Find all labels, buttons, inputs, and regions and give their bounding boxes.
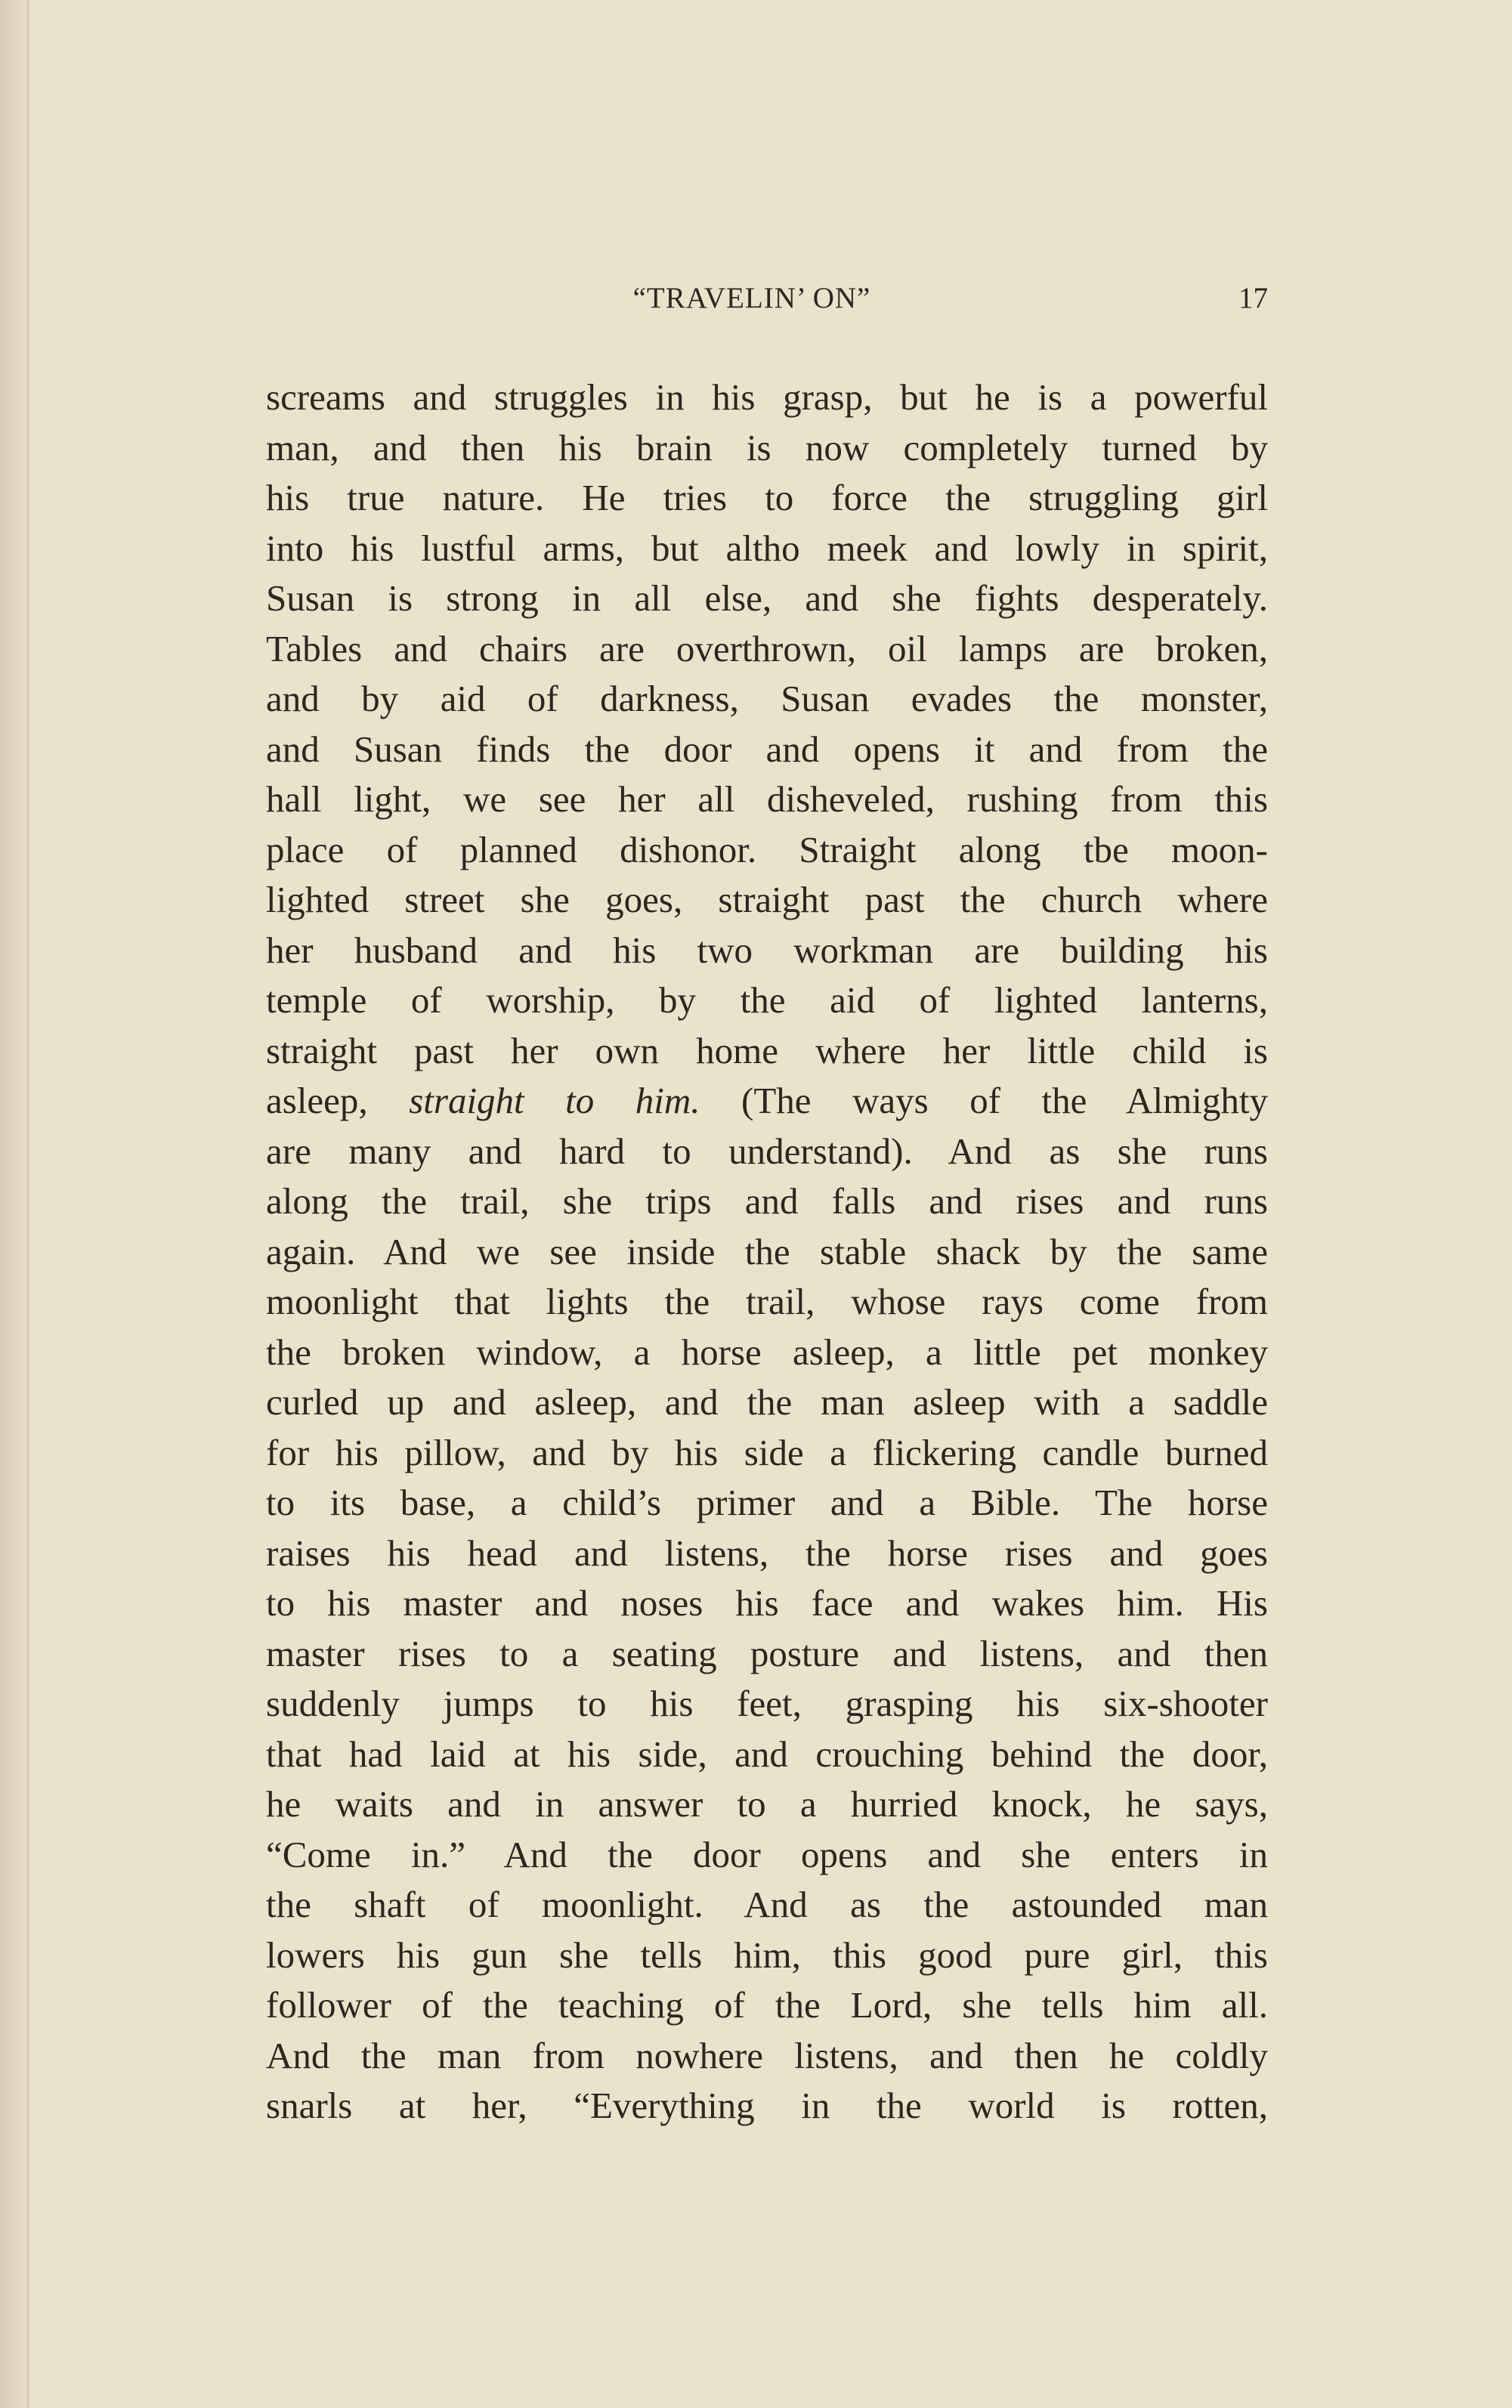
text-line [266, 1078, 1268, 1129]
text-line: suddenly jumps to his feet, grasping his six-shooter [266, 1683, 1268, 1724]
text-line: raises his head and listens, the horse rises and goes [266, 1532, 1268, 1574]
text-line: and by aid of darkness, Susan evades the monster, [266, 678, 1268, 719]
text-line: moonlight that lights the trail, whose rays come from [266, 1281, 1268, 1322]
text-line: And the man from nowhere listens, and then he coldly [266, 2034, 1268, 2076]
text-line: the shaft of moonlight. And as the astounded man [266, 1884, 1268, 1925]
text-line: Susan is strong in all else, and she fights desperately. [266, 577, 1268, 619]
text-line: along the trail, she trips and falls and rises and runs [266, 1180, 1268, 1222]
binding-line [27, 0, 29, 2408]
text-line: her husband and his two workman are building his [266, 929, 1268, 971]
text-line: man, and then his brain is now completely turned by [266, 426, 1268, 468]
text-line: straight past her own home where her little child is [266, 1029, 1268, 1071]
text-line: “Come in.” And the door opens and she enters in [266, 1833, 1268, 1875]
text-line: to its base, a child’s primer and a Bible. The horse [266, 1482, 1268, 1523]
text-line: for his pillow, and by his side a flickering candle burned [266, 1431, 1268, 1473]
text-line: that had laid at his side, and crouching behind the door, [266, 1733, 1268, 1775]
text-line: lighted street she goes, straight past the church where [266, 879, 1268, 920]
text-line: hall light, we see her all disheveled, rushing from this [266, 778, 1268, 820]
text-segment: (The ways of the Almighty [741, 1080, 1269, 1121]
text-segment: asleep, [266, 1080, 368, 1121]
body-text [266, 375, 1268, 2134]
text-line: are many and hard to understand). And as she runs [266, 1130, 1268, 1172]
text-line: to his master and noses his face and wakes him. His [266, 1582, 1268, 1624]
text-line: snarls at her, “Everything in the world is rotten, [266, 2085, 1268, 2126]
text-line: curled up and asleep, and the man asleep with a saddle [266, 1381, 1268, 1423]
text-line: the broken window, a horse asleep, a little pet monkey [266, 1331, 1268, 1373]
running-header: “TRAVELIN’ ON” [632, 282, 871, 314]
text-line: his true nature. He tries to force the struggling girl [266, 477, 1268, 518]
text-line: place of planned dishonor. Straight along tbe moon- [266, 828, 1268, 870]
text-line: and Susan finds the door and opens it and from the [266, 728, 1268, 770]
text-line: temple of worship, by the aid of lighted lanterns, [266, 979, 1268, 1021]
italic-phrase: straight to him. [409, 1080, 700, 1121]
text-line: Tables and chairs are overthrown, oil lamps are broken, [266, 627, 1268, 669]
text-line: again. And we see inside the stable shack by the same [266, 1230, 1268, 1272]
text-line: lowers his gun she tells him, this good pure girl, this [266, 1934, 1268, 1976]
page-number: 17 [1238, 282, 1268, 314]
text-line: master rises to a seating posture and listens, and then [266, 1632, 1268, 1674]
text-line: into his lustful arms, but altho meek and lowly in spirit, [266, 527, 1268, 569]
text-line: he waits and in answer to a hurried knock, he says, [266, 1783, 1268, 1825]
text-line: screams and struggles in his grasp, but he is a powerful [266, 376, 1268, 418]
text-line: follower of the teaching of the Lord, she tells him all. [266, 1984, 1268, 2026]
